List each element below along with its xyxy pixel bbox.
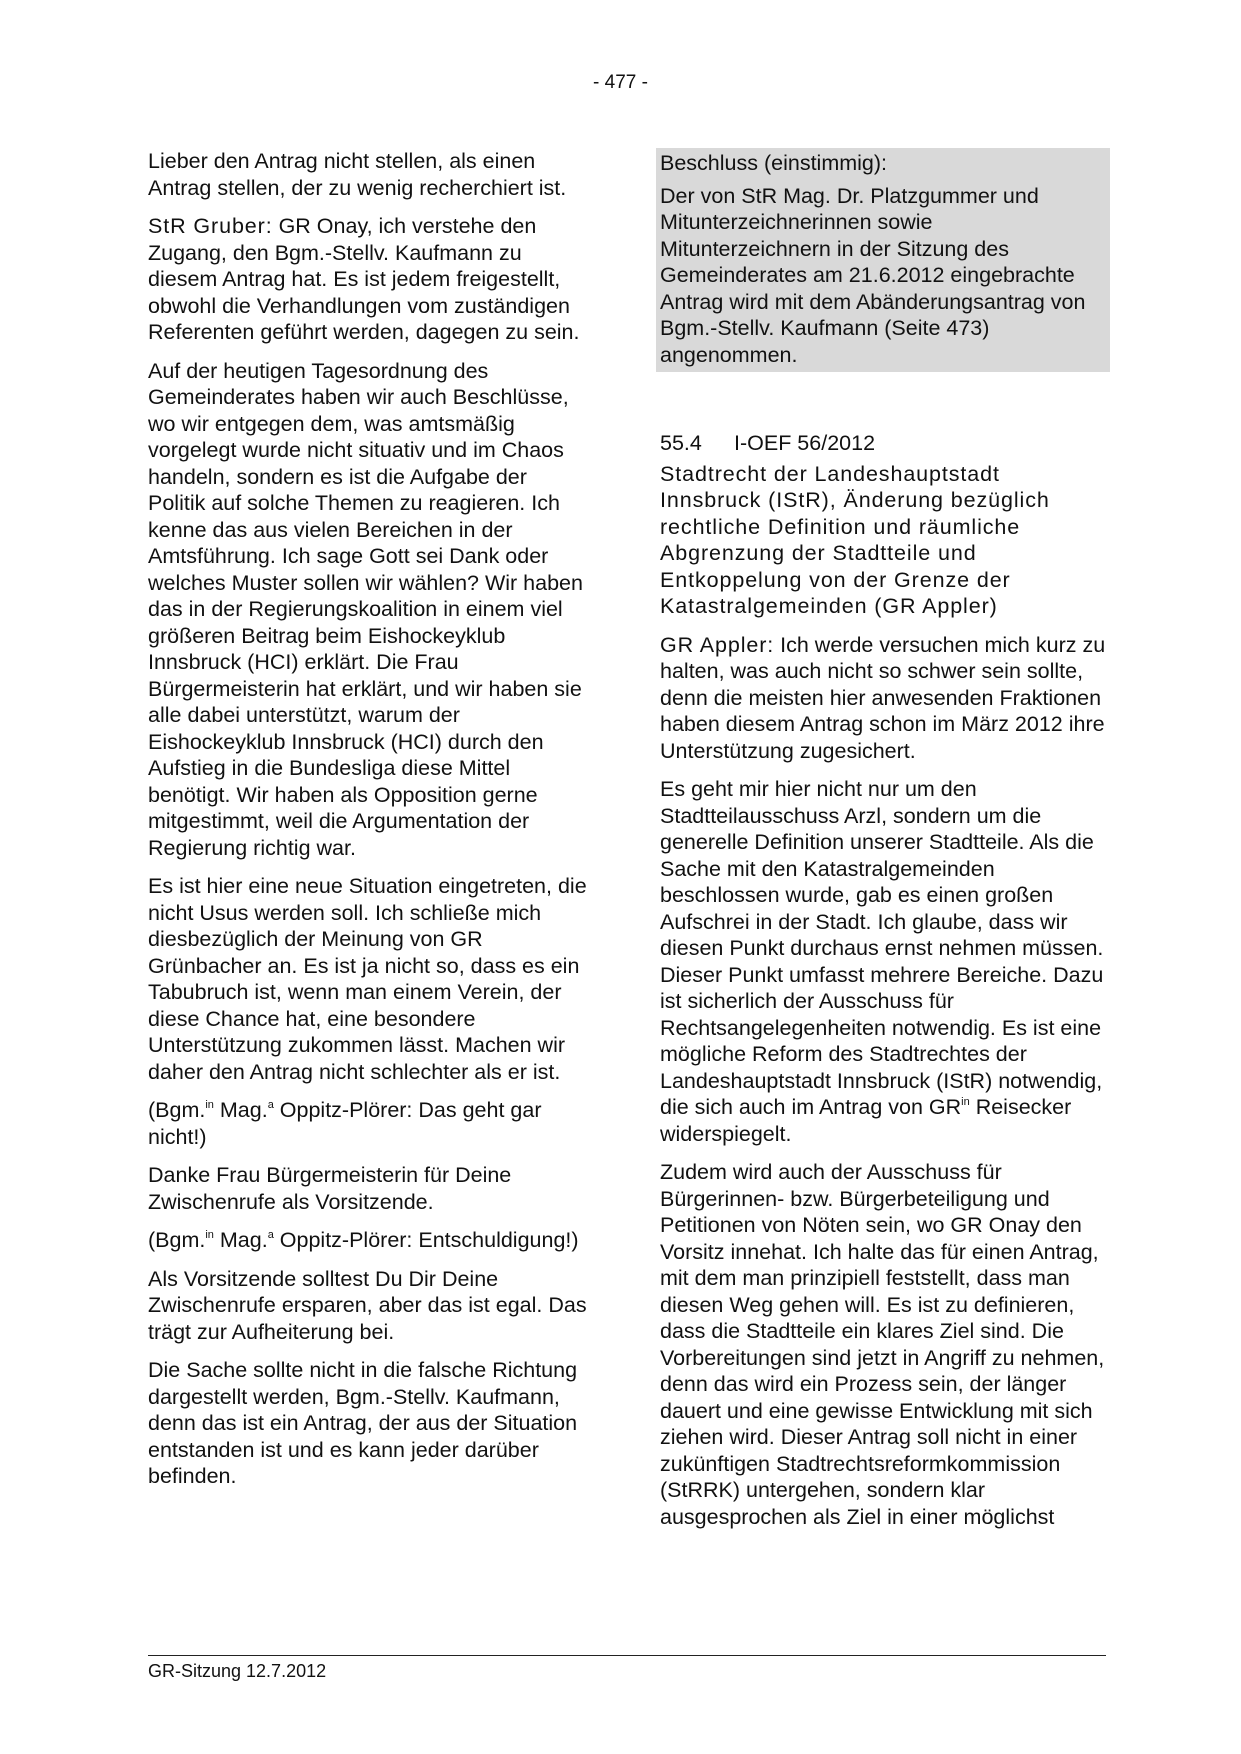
paragraph: Es ist hier eine neue Situation eingetreten, die nicht Usus werden soll. Ich schließe mich diesbezüglich der Meinung von GR Grünbacher an. Es ist ja nicht so, dass es ein Tabubruch ist, wenn man einem Verein, der diese Chance hat, eine besondere Unterstützung zukommen lässt. Machen wir daher den Antrag nicht schlechter als er ist. — [148, 874, 587, 1084]
speaker-name: StR Gruber: — [148, 214, 273, 238]
interjection-text: Oppitz-Plörer: Das geht gar nicht!) — [148, 1098, 542, 1149]
agenda-item-number: 55.4 — [660, 431, 702, 455]
interjection — [148, 1097, 588, 1150]
left-column — [148, 148, 588, 1502]
footer-divider — [148, 1655, 1106, 1656]
speech-paragraph — [148, 213, 588, 346]
resolution-box — [656, 148, 1110, 372]
interjection — [148, 1227, 588, 1254]
resolution-text: Der von StR Mag. Dr. Platzgummer und Mitunterzeichnerinnen sowie Mitunterzeichnern in der Sitzung des Gemeinderates am 21.6.2012 eingebrachte Antrag wird mit dem Abänderungsantrag von Bgm.-Stellv. Kaufmann (Seite 473) angenommen. — [660, 183, 1086, 367]
superscript: in — [205, 1229, 214, 1241]
speech-text: GR Onay, ich verstehe den Zugang, den Bgm.-Stellv. Kaufmann zu diesem Antrag hat. Es ist jedem freigestellt, obwohl die Verhandlungen vom zuständigen Referenten geführt werden, dagegen zu sein. — [148, 214, 580, 344]
interjection-text: Mag. — [213, 1228, 268, 1252]
paragraph-text: Reisecker widerspiegelt. — [660, 1095, 1072, 1146]
paragraph: Als Vorsitzende solltest Du Dir Deine Zwischenrufe ersparen, aber das ist egal. Das trägt zur Aufheiterung bei. — [148, 1266, 587, 1344]
paragraph: Auf der heutigen Tagesordnung des Gemeinderates haben wir auch Beschlüsse, wo wir entgegen dem, was amtsmäßig vorgelegt wurde nicht situativ und im Chaos handeln, sondern es ist die Aufgabe der Politik auf solche Themen zu reagieren. Ich kenne das aus vielen Bereichen in der Amtsführung. Ich sage Gott sei Dank oder welches Muster sollen wir wählen? Wir haben das in der Regierungskoalition in einem viel größeren Beitrag beim Eishockeyklub Innsbruck (HCI) erklärt. Die Frau Bürgermeisterin hat erklärt, und wir haben sie alle dabei unterstützt, warum der Eishockeyklub Innsbruck (HCI) durch den Aufstieg in die Bundesliga diese Mittel benötigt. Wir haben als Opposition gerne mitgestimmt, weil die Argumentation der Regierung richtig war. — [148, 358, 583, 860]
agenda-item-title: Stadtrecht der Landeshauptstadt Innsbruck (IStR), Änderung bezüglich rechtliche Definition und räumliche Abgrenzung der Stadtteile und Entkoppelung von der Grenze der Katastralgemeinden (GR Appler) — [660, 461, 1050, 618]
agenda-item-header — [660, 430, 1106, 457]
right-column — [660, 148, 1106, 1542]
speaker-name: GR Appler: — [660, 632, 775, 657]
footer-text: GR-Sitzung 12.7.2012 — [148, 1661, 327, 1681]
superscript: a — [267, 1099, 274, 1111]
interjection-text: Oppitz-Plörer: Entschuldigung!) — [273, 1228, 579, 1252]
page-number: - 477 - — [593, 72, 648, 93]
paragraph — [660, 776, 1106, 1147]
paragraph-text: Es geht mir hier nicht nur um den Stadtteilausschuss Arzl, sondern um die generelle Definition unserer Stadtteile. Als die Sache mit den Katastralgemeinden beschlossen wurde, gab es einen großen Aufschrei in der Stadt. Ich glaube, dass wir diesen Punkt durchaus ernst nehmen müssen. Dieser Punkt umfasst mehrere Bereiche. Dazu ist sicherlich der Ausschuss für Rechtsangelegenheiten notwendig. Es ist eine mögliche Reform des Stadtrechtes der Landeshauptstadt Innsbruck (IStR) notwendig, die sich auch im Antrag von GR — [660, 777, 1104, 1119]
speech-text: Ich werde versuchen mich kurz zu halten, was auch nicht so schwer sein sollte, denn die meisten hier anwesenden Fraktionen haben diesem Antrag schon im März 2012 ihre Unterstützung zugesichert. — [660, 632, 1106, 763]
agenda-item-code: I-OEF 56/2012 — [734, 431, 876, 455]
speech-paragraph — [660, 632, 1106, 765]
paragraph: Lieber den Antrag nicht stellen, als einen Antrag stellen, der zu wenig recherchiert ist. — [148, 149, 567, 200]
paragraph: Danke Frau Bürgermeisterin für Deine Zwischenrufe als Vorsitzende. — [148, 1163, 512, 1214]
paragraph: Die Sache sollte nicht in die falsche Richtung dargestellt werden, Bgm.-Stellv. Kaufmann, denn das ist ein Antrag, der aus der Situation entstanden ist und es kann jeder darüber befinden. — [148, 1358, 578, 1488]
superscript: a — [267, 1229, 274, 1241]
superscript: in — [205, 1099, 214, 1111]
superscript: in — [961, 1096, 970, 1108]
paragraph: Zudem wird auch der Ausschuss für Bürgerinnen- bzw. Bürgerbeteiligung und Petitionen von Nöten sein, wo GR Onay den Vorsitz innehat. Ich halte das für einen Antrag, mit dem man prinzipiell feststellt, dass man diesen Weg gehen will. Es ist zu definieren, dass die Stadtteile ein klares Ziel sind. Die Vorbereitungen sind jetzt in Angriff zu nehmen, denn das wird ein Prozess sein, der länger dauert und eine gewisse Entwicklung mit sich ziehen wird. Dieser Antrag soll nicht in einer zukünftigen Stadtrechtsreformkommission (StRRK) untergehen, sondern klar ausgesprochen als Ziel in einer möglichst — [660, 1160, 1105, 1529]
interjection-text: (Bgm. — [148, 1228, 206, 1252]
interjection-text: (Bgm. — [148, 1098, 206, 1122]
interjection-text: Mag. — [213, 1098, 268, 1122]
resolution-title: Beschluss (einstimmig): — [660, 151, 887, 175]
